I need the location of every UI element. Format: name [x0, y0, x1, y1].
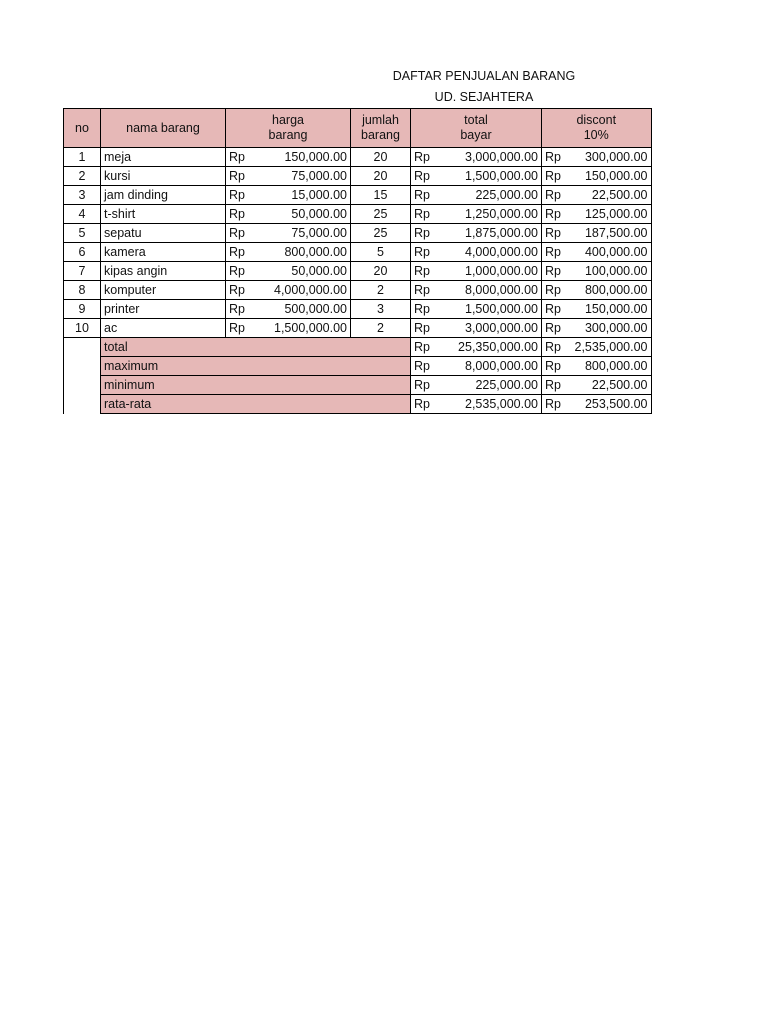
- table-row: [64, 205, 652, 224]
- cell-no[interactable]: 8: [64, 281, 101, 300]
- blank-cell: [64, 338, 101, 357]
- summary-discont[interactable]: 2,535,000.00: [572, 338, 652, 357]
- cell-discont-currency[interactable]: Rp: [542, 167, 572, 186]
- cell-harga-barang[interactable]: 50,000.00: [262, 205, 351, 224]
- table-row: [64, 148, 652, 167]
- table-row: [64, 262, 652, 281]
- cell-total-bayar[interactable]: 3,000,000.00: [444, 148, 542, 167]
- cell-total-currency[interactable]: Rp: [411, 281, 444, 300]
- summary-row: [64, 338, 652, 357]
- cell-total-bayar[interactable]: 1,875,000.00: [444, 224, 542, 243]
- cell-harga-currency[interactable]: Rp: [226, 300, 262, 319]
- sales-table: [63, 108, 652, 414]
- table-row: [64, 319, 652, 338]
- cell-discont-currency[interactable]: Rp: [542, 281, 572, 300]
- cell-discont-currency[interactable]: Rp: [542, 243, 572, 262]
- cell-discont-currency[interactable]: Rp: [542, 148, 572, 167]
- sheet-subtitle: UD. SEJAHTERA: [434, 90, 534, 104]
- table-row: [64, 281, 652, 300]
- blank-cell: [64, 395, 101, 414]
- summary-total-bayar[interactable]: 8,000,000.00: [444, 357, 542, 376]
- cell-jumlah-barang[interactable]: 3: [351, 300, 411, 319]
- cell-nama-barang[interactable]: jam dinding: [101, 186, 226, 205]
- summary-row: [64, 357, 652, 376]
- cell-discont[interactable]: 100,000.00: [572, 262, 652, 281]
- cell-harga-barang[interactable]: 800,000.00: [262, 243, 351, 262]
- cell-harga-currency[interactable]: Rp: [226, 243, 262, 262]
- cell-no[interactable]: 9: [64, 300, 101, 319]
- blank-cell: [64, 357, 101, 376]
- summary-discont[interactable]: 253,500.00: [572, 395, 652, 414]
- cell-nama-barang[interactable]: komputer: [101, 281, 226, 300]
- cell-nama-barang[interactable]: kursi: [101, 167, 226, 186]
- cell-total-currency[interactable]: Rp: [411, 186, 444, 205]
- header-discont: discont 10%: [542, 109, 652, 148]
- summary-row: [64, 376, 652, 395]
- summary-discont-currency[interactable]: Rp: [542, 395, 572, 414]
- cell-harga-currency[interactable]: Rp: [226, 167, 262, 186]
- cell-no[interactable]: 10: [64, 319, 101, 338]
- table-row: [64, 167, 652, 186]
- summary-label[interactable]: maximum: [101, 357, 411, 376]
- summary-label[interactable]: minimum: [101, 376, 411, 395]
- summary-discont-currency[interactable]: Rp: [542, 338, 572, 357]
- cell-discont-currency[interactable]: Rp: [542, 186, 572, 205]
- cell-harga-currency[interactable]: Rp: [226, 262, 262, 281]
- summary-total-currency[interactable]: Rp: [411, 338, 444, 357]
- cell-no[interactable]: 5: [64, 224, 101, 243]
- cell-harga-currency[interactable]: Rp: [226, 319, 262, 338]
- summary-total-currency[interactable]: Rp: [411, 357, 444, 376]
- summary-total-currency[interactable]: Rp: [411, 376, 444, 395]
- header-no: no: [64, 109, 101, 148]
- header-jumlah-barang: jumlah barang: [351, 109, 411, 148]
- cell-harga-currency[interactable]: Rp: [226, 224, 262, 243]
- cell-no[interactable]: 6: [64, 243, 101, 262]
- cell-jumlah-barang[interactable]: 5: [351, 243, 411, 262]
- summary-discont[interactable]: 800,000.00: [572, 357, 652, 376]
- cell-harga-currency[interactable]: Rp: [226, 186, 262, 205]
- cell-harga-barang[interactable]: 50,000.00: [262, 262, 351, 281]
- table-row: [64, 224, 652, 243]
- cell-jumlah-barang[interactable]: 20: [351, 167, 411, 186]
- cell-nama-barang[interactable]: sepatu: [101, 224, 226, 243]
- cell-nama-barang[interactable]: ac: [101, 319, 226, 338]
- cell-discont-currency[interactable]: Rp: [542, 319, 572, 338]
- cell-jumlah-barang[interactable]: 20: [351, 148, 411, 167]
- cell-discont[interactable]: 150,000.00: [572, 167, 652, 186]
- summary-total-bayar[interactable]: 225,000.00: [444, 376, 542, 395]
- cell-total-bayar[interactable]: 225,000.00: [444, 186, 542, 205]
- cell-discont-currency[interactable]: Rp: [542, 224, 572, 243]
- cell-discont[interactable]: 400,000.00: [572, 243, 652, 262]
- cell-total-currency[interactable]: Rp: [411, 167, 444, 186]
- table-row: [64, 300, 652, 319]
- cell-total-currency[interactable]: Rp: [411, 224, 444, 243]
- cell-harga-barang[interactable]: 15,000.00: [262, 186, 351, 205]
- cell-discont[interactable]: 300,000.00: [572, 148, 652, 167]
- cell-harga-currency[interactable]: Rp: [226, 281, 262, 300]
- summary-total-bayar[interactable]: 2,535,000.00: [444, 395, 542, 414]
- summary-total-bayar[interactable]: 25,350,000.00: [444, 338, 542, 357]
- cell-total-currency[interactable]: Rp: [411, 319, 444, 338]
- summary-discont-currency[interactable]: Rp: [542, 357, 572, 376]
- cell-no[interactable]: 2: [64, 167, 101, 186]
- cell-jumlah-barang[interactable]: 20: [351, 262, 411, 281]
- cell-total-currency[interactable]: Rp: [411, 243, 444, 262]
- cell-harga-barang[interactable]: 4,000,000.00: [262, 281, 351, 300]
- cell-jumlah-barang[interactable]: 2: [351, 319, 411, 338]
- cell-no[interactable]: 1: [64, 148, 101, 167]
- cell-jumlah-barang[interactable]: 25: [351, 205, 411, 224]
- cell-nama-barang[interactable]: printer: [101, 300, 226, 319]
- table-row: [64, 243, 652, 262]
- cell-jumlah-barang[interactable]: 2: [351, 281, 411, 300]
- cell-jumlah-barang[interactable]: 15: [351, 186, 411, 205]
- cell-discont[interactable]: 125,000.00: [572, 205, 652, 224]
- cell-harga-currency[interactable]: Rp: [226, 205, 262, 224]
- cell-nama-barang[interactable]: kamera: [101, 243, 226, 262]
- summary-label[interactable]: total: [101, 338, 411, 357]
- header-row: [64, 109, 652, 148]
- summary-label[interactable]: rata-rata: [101, 395, 411, 414]
- cell-nama-barang[interactable]: kipas angin: [101, 262, 226, 281]
- cell-total-currency[interactable]: Rp: [411, 205, 444, 224]
- cell-total-currency[interactable]: Rp: [411, 148, 444, 167]
- header-total-bayar: total bayar: [411, 109, 542, 148]
- cell-no[interactable]: 7: [64, 262, 101, 281]
- cell-nama-barang[interactable]: t-shirt: [101, 205, 226, 224]
- cell-harga-barang[interactable]: 1,500,000.00: [262, 319, 351, 338]
- cell-total-bayar[interactable]: 3,000,000.00: [444, 319, 542, 338]
- cell-harga-barang[interactable]: 75,000.00: [262, 167, 351, 186]
- cell-total-currency[interactable]: Rp: [411, 262, 444, 281]
- cell-discont[interactable]: 300,000.00: [572, 319, 652, 338]
- cell-harga-barang[interactable]: 75,000.00: [262, 224, 351, 243]
- cell-nama-barang[interactable]: meja: [101, 148, 226, 167]
- cell-harga-barang[interactable]: 150,000.00: [262, 148, 351, 167]
- header-harga-barang: harga barang: [226, 109, 351, 148]
- cell-no[interactable]: 4: [64, 205, 101, 224]
- cell-jumlah-barang[interactable]: 25: [351, 224, 411, 243]
- summary-total-currency[interactable]: Rp: [411, 395, 444, 414]
- cell-total-bayar[interactable]: 1,250,000.00: [444, 205, 542, 224]
- blank-cell: [64, 376, 101, 395]
- cell-discont-currency[interactable]: Rp: [542, 300, 572, 319]
- cell-harga-barang[interactable]: 500,000.00: [262, 300, 351, 319]
- cell-discont[interactable]: 22,500.00: [572, 186, 652, 205]
- cell-total-bayar[interactable]: 8,000,000.00: [444, 281, 542, 300]
- cell-total-currency[interactable]: Rp: [411, 300, 444, 319]
- cell-discont-currency[interactable]: Rp: [542, 262, 572, 281]
- summary-discont[interactable]: 22,500.00: [572, 376, 652, 395]
- summary-row: [64, 395, 652, 414]
- cell-harga-currency[interactable]: Rp: [226, 148, 262, 167]
- cell-discont[interactable]: 800,000.00: [572, 281, 652, 300]
- summary-discont-currency[interactable]: Rp: [542, 376, 572, 395]
- table-row: [64, 186, 652, 205]
- sheet-title: DAFTAR PENJUALAN BARANG: [392, 69, 576, 83]
- cell-total-bayar[interactable]: 1,500,000.00: [444, 300, 542, 319]
- header-nama-barang: nama barang: [101, 109, 226, 148]
- cell-total-bayar[interactable]: 1,000,000.00: [444, 262, 542, 281]
- cell-no[interactable]: 3: [64, 186, 101, 205]
- cell-discont[interactable]: 187,500.00: [572, 224, 652, 243]
- cell-discont[interactable]: 150,000.00: [572, 300, 652, 319]
- cell-total-bayar[interactable]: 4,000,000.00: [444, 243, 542, 262]
- cell-total-bayar[interactable]: 1,500,000.00: [444, 167, 542, 186]
- cell-discont-currency[interactable]: Rp: [542, 205, 572, 224]
